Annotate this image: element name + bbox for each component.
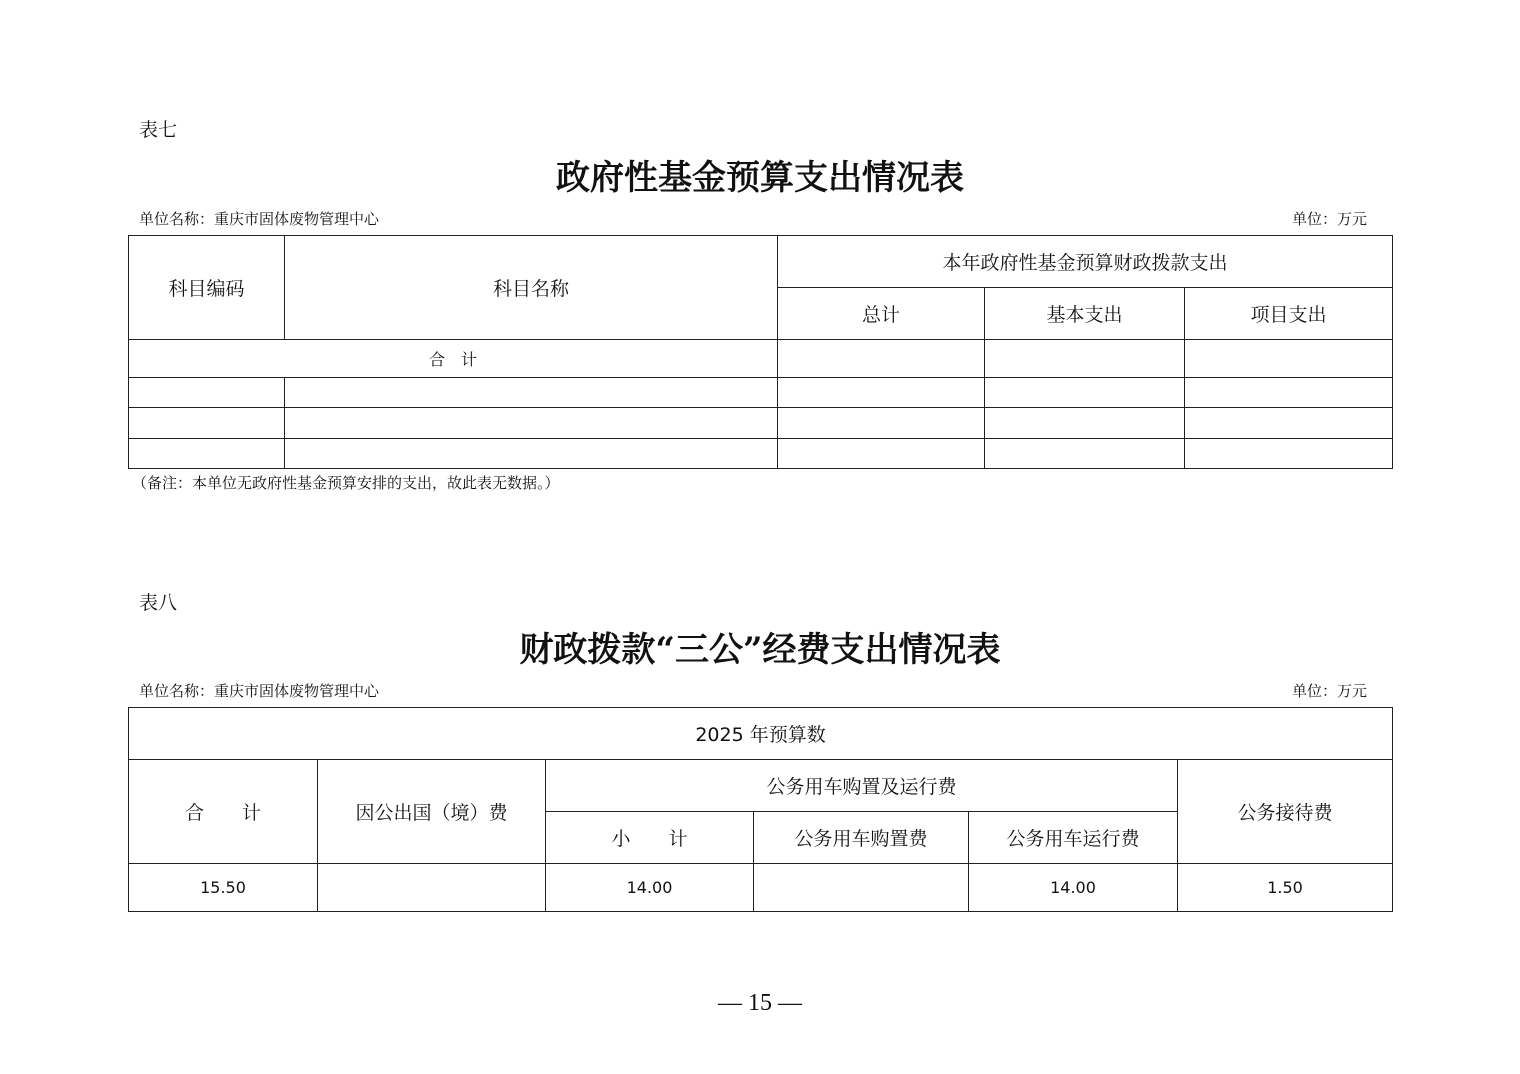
- table-cell: [285, 408, 778, 439]
- table-cell: [129, 408, 285, 439]
- header-year-budget: 2025 年预算数: [129, 708, 1393, 760]
- header-vehicle-purchase: 公务用车购置费: [754, 812, 969, 864]
- table8-unit: 单位：万元: [1292, 682, 1368, 700]
- header-vehicle-operation: 公务用车运行费: [969, 812, 1178, 864]
- table-cell: [129, 439, 285, 469]
- page-number: — 15 —: [718, 990, 802, 1016]
- table7-title: 政府性基金预算支出情况表: [556, 158, 964, 198]
- header-code: 科目编码: [129, 236, 285, 340]
- table-cell: [778, 340, 985, 378]
- table-cell: [285, 439, 778, 469]
- value-abroad: [318, 864, 546, 912]
- table-cell: [1185, 439, 1393, 469]
- table-row: [129, 439, 1393, 469]
- table-cell: [285, 378, 778, 408]
- value-vehicle-purchase: [754, 864, 969, 912]
- table7-note: （备注：本单位无政府性基金预算安排的支出，故此表无数据。）: [132, 474, 560, 492]
- total-row-label: 合 计: [129, 340, 778, 378]
- table-cell: [985, 378, 1185, 408]
- header-total: 总计: [778, 288, 985, 340]
- table-cell: [985, 408, 1185, 439]
- value-reception: 1.50: [1178, 864, 1393, 912]
- table-row: [129, 408, 1393, 439]
- table-cell: [1185, 408, 1393, 439]
- header-basic: 基本支出: [985, 288, 1185, 340]
- table7: [128, 235, 1393, 469]
- header-reception: 公务接待费: [1178, 760, 1393, 864]
- header-group: 本年政府性基金预算财政拨款支出: [778, 236, 1393, 288]
- header-subtotal: 小 计: [546, 812, 754, 864]
- header-name: 科目名称: [285, 236, 778, 340]
- header-abroad: 因公出国（境）费: [318, 760, 546, 864]
- table-cell: [1185, 340, 1393, 378]
- table-cell: [985, 439, 1185, 469]
- table-cell: [778, 378, 985, 408]
- table-cell: [778, 408, 985, 439]
- value-vehicle-operation: 14.00: [969, 864, 1178, 912]
- header-project: 项目支出: [1185, 288, 1393, 340]
- header-total: 合 计: [129, 760, 318, 864]
- table-row: [129, 864, 1393, 912]
- table-row: [129, 340, 1393, 378]
- table8-unit-name: 单位名称：重庆市固体废物管理中心: [139, 682, 380, 700]
- table-row: [129, 378, 1393, 408]
- table8-title: 财政拨款“三公”经费支出情况表: [519, 630, 1001, 670]
- table7-unit-name: 单位名称：重庆市固体废物管理中心: [139, 210, 380, 228]
- table8-label: 表八: [139, 592, 178, 614]
- header-vehicle-group: 公务用车购置及运行费: [546, 760, 1178, 812]
- table-cell: [1185, 378, 1393, 408]
- table8: [128, 707, 1393, 912]
- table-cell: [778, 439, 985, 469]
- table7-label: 表七: [139, 119, 178, 141]
- value-subtotal: 14.00: [546, 864, 754, 912]
- table7-unit: 单位：万元: [1292, 210, 1368, 228]
- table-cell: [129, 378, 285, 408]
- table-cell: [985, 340, 1185, 378]
- value-total: 15.50: [129, 864, 318, 912]
